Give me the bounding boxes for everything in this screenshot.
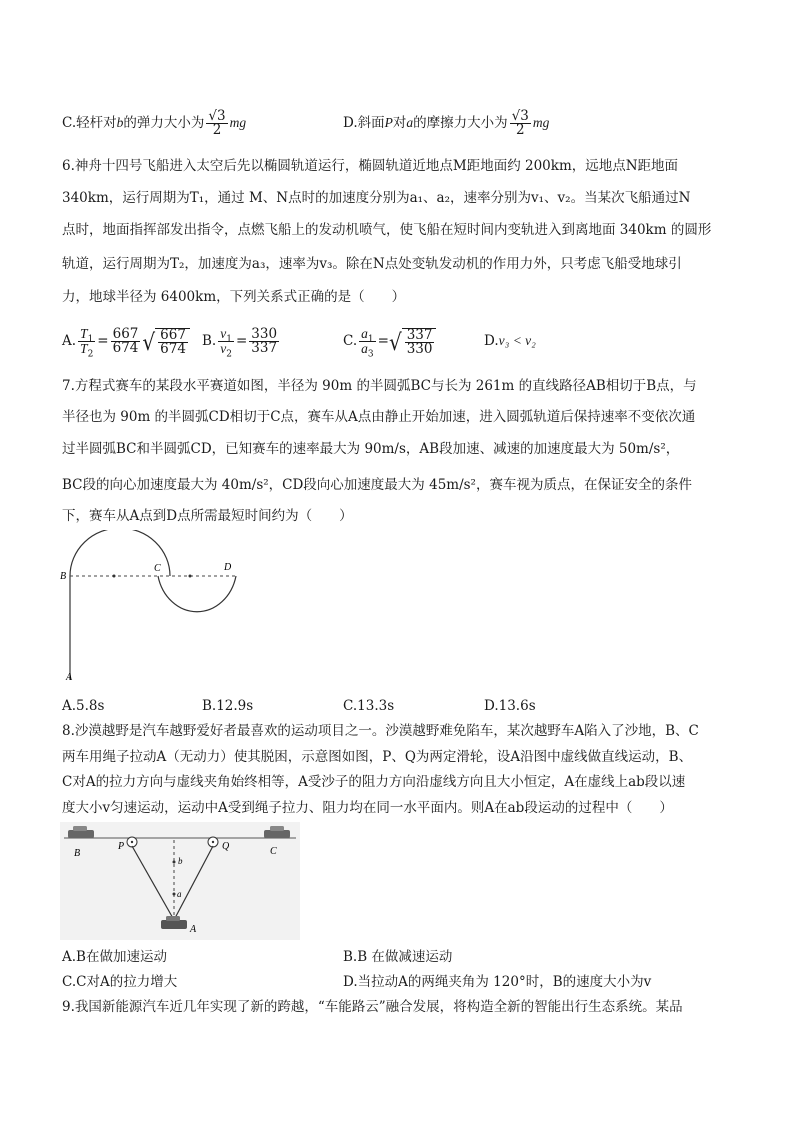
q8-pulley-figure — [60, 822, 300, 940]
q7-fig-label-d: D — [224, 562, 232, 573]
q7-line-4: BC段的向心加速度最大为 40m/s²，CD段向心加速度最大为 45m/s²，赛车视为质点，在保证安全的条件 — [62, 477, 692, 493]
q5-option-d: D.斜面P对a的摩擦力大小为 $\frac{√3}{2}$ mg — [343, 108, 550, 138]
q8-line-2: 两车用绳子拉动A（无动力）使其脱困，示意图如图，P、Q为两定滑轮，设A沿图中虚线做直线运动，B、 — [62, 749, 693, 765]
q6-option-d: D.v₃ < v₂ — [484, 333, 536, 349]
q7-option-a: A.5.8s — [62, 698, 105, 714]
q8-fig-label-q: Q — [222, 841, 230, 852]
q6-line-1: 6.神舟十四号飞船进入太空后先以椭圆轨道运行，椭圆轨道近地点M距地面约 200km，远地点N距地面 — [62, 158, 679, 174]
q8-fig-label-c: C — [270, 846, 277, 857]
q6-line-4: 轨道，运行周期为T₂，加速度为a₃，速率为v₃。除在N点处变轨发动机的作用力外，只考虑飞船受地球引 — [62, 256, 682, 272]
q6-option-a: A. $\frac{T_1}{T_2}$ = $\frac{667}{674}$ √ $\frac{667}{674}$ — [62, 326, 190, 356]
q8-line-3: C对A的拉力方向与虚线夹角始终相等，A受沙子的阻力方向沿虚线方向且大小恒定，A在虚线上ab段以速 — [62, 774, 686, 790]
q8-line-4: 度大小v匀速运动，运动中A受到绳子拉力、阻力均在同一水平面内。则A在ab段运动的过程中（ ） — [62, 800, 673, 816]
q8-option-b: B.B 在做减速运动 — [343, 949, 453, 965]
q7-option-b: B.12.9s — [202, 698, 254, 714]
q6-line-2: 340km，运行周期为T₁，通过 M、N点时的加速度分别为a₁、a₂，速率分别为v₁、v₂。当某次飞船通过N — [62, 190, 691, 206]
q7-fig-label-c: C — [154, 563, 161, 574]
q7-option-d: D.13.6s — [484, 698, 536, 714]
q7-line-1: 7.方程式赛车的某段水平赛道如图，半径为 90m 的半圆弧BC与长为 261m 的直线路径AB相切于B点，与 — [62, 378, 697, 394]
q8-option-a: A.B在做加速运动 — [62, 949, 167, 965]
q8-fig-label-b: B — [74, 848, 81, 859]
q8-fig-label-p: P — [118, 841, 125, 852]
q7-line-2: 半径也为 90m 的半圆弧CD相切于C点，赛车从A点由静止开始加速，进入圆弧轨道后保持速率不变依次通 — [62, 409, 696, 425]
q6-option-c: C. $\frac{a_1}{a_3}$ = √ $\frac{337}{330}$ — [343, 326, 436, 356]
q8-option-d: D.当拉动A的两绳夹角为 120°时，B的速度大小为v — [343, 974, 652, 990]
q7-option-c: C.13.3s — [343, 698, 395, 714]
q8-fig-label-a-point: a — [177, 889, 182, 899]
q6-line-3: 点时，地面指挥部发出指令，点燃飞船上的发动机喷气，使飞船在短时间内变轨进入到离地面 340km 的圆形 — [62, 222, 712, 238]
q5-option-c: C.轻杆对b的弹力大小为 $\frac{√3}{2}$ mg — [62, 108, 247, 138]
q8-fig-label-a: A — [190, 924, 197, 935]
q8-fig-label-b-point: b — [178, 856, 183, 866]
q7-track-figure — [60, 530, 310, 690]
q8-line-1: 8.沙漠越野是汽车越野爱好者最喜欢的运动项目之一。沙漠越野难免陷车，某次越野车A陷入了沙地，B、C — [62, 723, 699, 739]
q7-fig-label-a: A — [66, 672, 73, 683]
q7-line-3: 过半圆弧BC和半圆弧CD，已知赛车的速率最大为 90m/s，AB段加速、减速的加速度最大为 50m/s²， — [62, 441, 680, 457]
q8-option-c: C.C对A的拉力增大 — [62, 974, 178, 990]
q7-line-5: 下，赛车从A点到D点所需最短时间约为（ ） — [62, 508, 353, 524]
q7-fig-label-b: B — [60, 571, 67, 582]
q9-line-1: 9.我国新能源汽车近几年实现了新的跨越，“车能路云”融合发展，将构造全新的智能出行生态系统。某品 — [62, 999, 683, 1015]
q6-line-5: 力，地球半径为 6400km，下列关系式正确的是（ ） — [62, 289, 406, 305]
q6-option-b: B. $\frac{v_1}{v_2}$ = $\frac{330}{337}$ — [202, 326, 278, 360]
